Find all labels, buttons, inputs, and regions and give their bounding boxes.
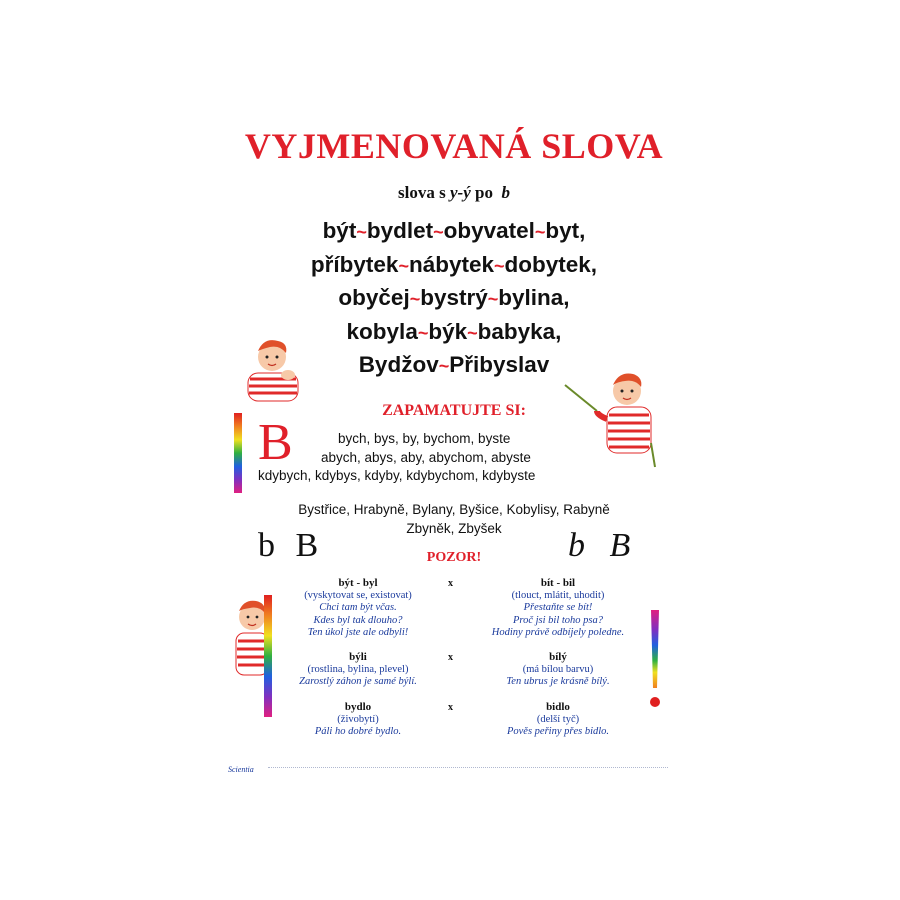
word: obyčej — [338, 285, 410, 310]
pair-meaning: (tlouct, mlátit, uhodit) — [511, 589, 605, 601]
pair-word: bít - bil — [540, 577, 576, 589]
word-pair-right — [468, 701, 648, 739]
pair-example: Páli ho dobré bydlo. — [314, 726, 402, 737]
tilde-separator: ~ — [433, 222, 444, 242]
word: bystrý — [420, 285, 488, 310]
pair-word: bydlo — [344, 701, 372, 713]
word: býk — [428, 318, 468, 344]
pair-meaning: (živobytí) — [337, 713, 379, 725]
pair-meaning: (vyskytovat se, existovat) — [304, 589, 412, 601]
word-pair-left — [268, 651, 448, 689]
pair-word: být - byl — [338, 577, 378, 589]
pair-meaning: (má bílou barvu) — [522, 663, 594, 675]
poster-subtitle — [228, 183, 680, 203]
word: babyka, — [477, 318, 562, 344]
word-pair-left — [268, 701, 448, 739]
big-letter-b: B — [258, 414, 293, 471]
remember-line: bych, bys, by, bychom, byste — [338, 431, 511, 446]
word: bylina, — [498, 285, 570, 310]
word: být — [322, 218, 357, 243]
tilde-separator: ~ — [494, 255, 505, 276]
tilde-separator: ~ — [467, 322, 478, 343]
tilde-separator: ~ — [417, 322, 429, 343]
pair-example: Ten ubrus je krásně bílý. — [506, 676, 610, 687]
pair-example: Kdes byl tak dlouho? — [313, 614, 403, 626]
word: dobytek, — [504, 251, 598, 277]
remember-list — [258, 430, 536, 486]
word: byt, — [545, 218, 586, 243]
tilde-separator: ~ — [487, 289, 499, 309]
pair-word: bílý — [549, 651, 567, 663]
tilde-separator: ~ — [534, 222, 546, 242]
pair-word: bidlo — [546, 701, 570, 713]
tilde-separator: ~ — [356, 222, 367, 242]
rainbow-stripe — [234, 413, 242, 493]
pair-example: Ten úkol jste ale odbyli! — [307, 627, 409, 638]
pair-example: Proč jsi bil toho psa? — [512, 614, 604, 626]
word: Přibyslav — [449, 352, 550, 377]
remember-line: kdybych, kdybys, kdyby, kdybychom, kdybyste — [258, 468, 536, 483]
cursive-letters: b B — [568, 527, 639, 564]
tilde-separator: ~ — [409, 289, 421, 309]
word-line — [228, 249, 680, 283]
place-line: Zbyněk, Zbyšek — [406, 521, 502, 536]
word-line — [228, 282, 680, 316]
poster — [228, 95, 680, 800]
word-line — [228, 215, 680, 249]
word-pair-left — [268, 577, 448, 640]
word: příbytek — [310, 251, 399, 277]
pair-example: Chci tam být včas. — [319, 602, 397, 613]
footer-fine-print-rule — [268, 767, 668, 772]
pair-example: Přestaňte se bít! — [523, 602, 593, 613]
word: bydlet — [366, 218, 434, 243]
word-pair-right — [468, 651, 648, 689]
subtitle-prefix: slova s — [398, 183, 446, 202]
pair-example: Zarostlý záhon je samé býlí. — [299, 676, 417, 687]
subtitle-mid: po — [475, 183, 493, 202]
print-letters: b B — [258, 527, 325, 564]
pozor-heading: POZOR! — [426, 550, 482, 565]
word: kobyla — [346, 318, 418, 344]
versus-mark: x — [448, 652, 453, 663]
pair-example: Hodiny právě odbíjely poledne. — [491, 627, 625, 638]
exclamation-icon — [648, 610, 662, 710]
remember-line: abych, abys, aby, abychom, abyste — [321, 449, 531, 465]
pair-meaning: (rostlina, bylina, plevel) — [307, 663, 409, 675]
subtitle-letters: y-ý — [449, 183, 471, 202]
remember-heading: ZAPAMATUJTE SI: — [382, 402, 526, 419]
word: obyvatel — [443, 218, 535, 243]
pair-example: Pověs peřiny přes bidlo. — [506, 726, 610, 737]
word: Bydžov — [358, 352, 439, 377]
pair-word: býli — [349, 651, 367, 663]
word-pair-right — [468, 577, 648, 640]
subtitle-letter: b — [501, 183, 510, 202]
place-line: Bystřice, Hrabyně, Bylany, Byšice, Kobylisy, Rabyně — [298, 502, 610, 517]
versus-mark: x — [448, 578, 453, 589]
tilde-separator: ~ — [438, 356, 450, 376]
poster-title: VYJMENOVANÁ SLOVA — [244, 126, 664, 166]
publisher-logo: Scientia — [228, 765, 254, 774]
versus-mark: x — [448, 702, 453, 713]
tilde-separator: ~ — [398, 255, 409, 276]
word: nábytek — [408, 251, 495, 277]
pair-meaning: (delší tyč) — [536, 713, 580, 725]
